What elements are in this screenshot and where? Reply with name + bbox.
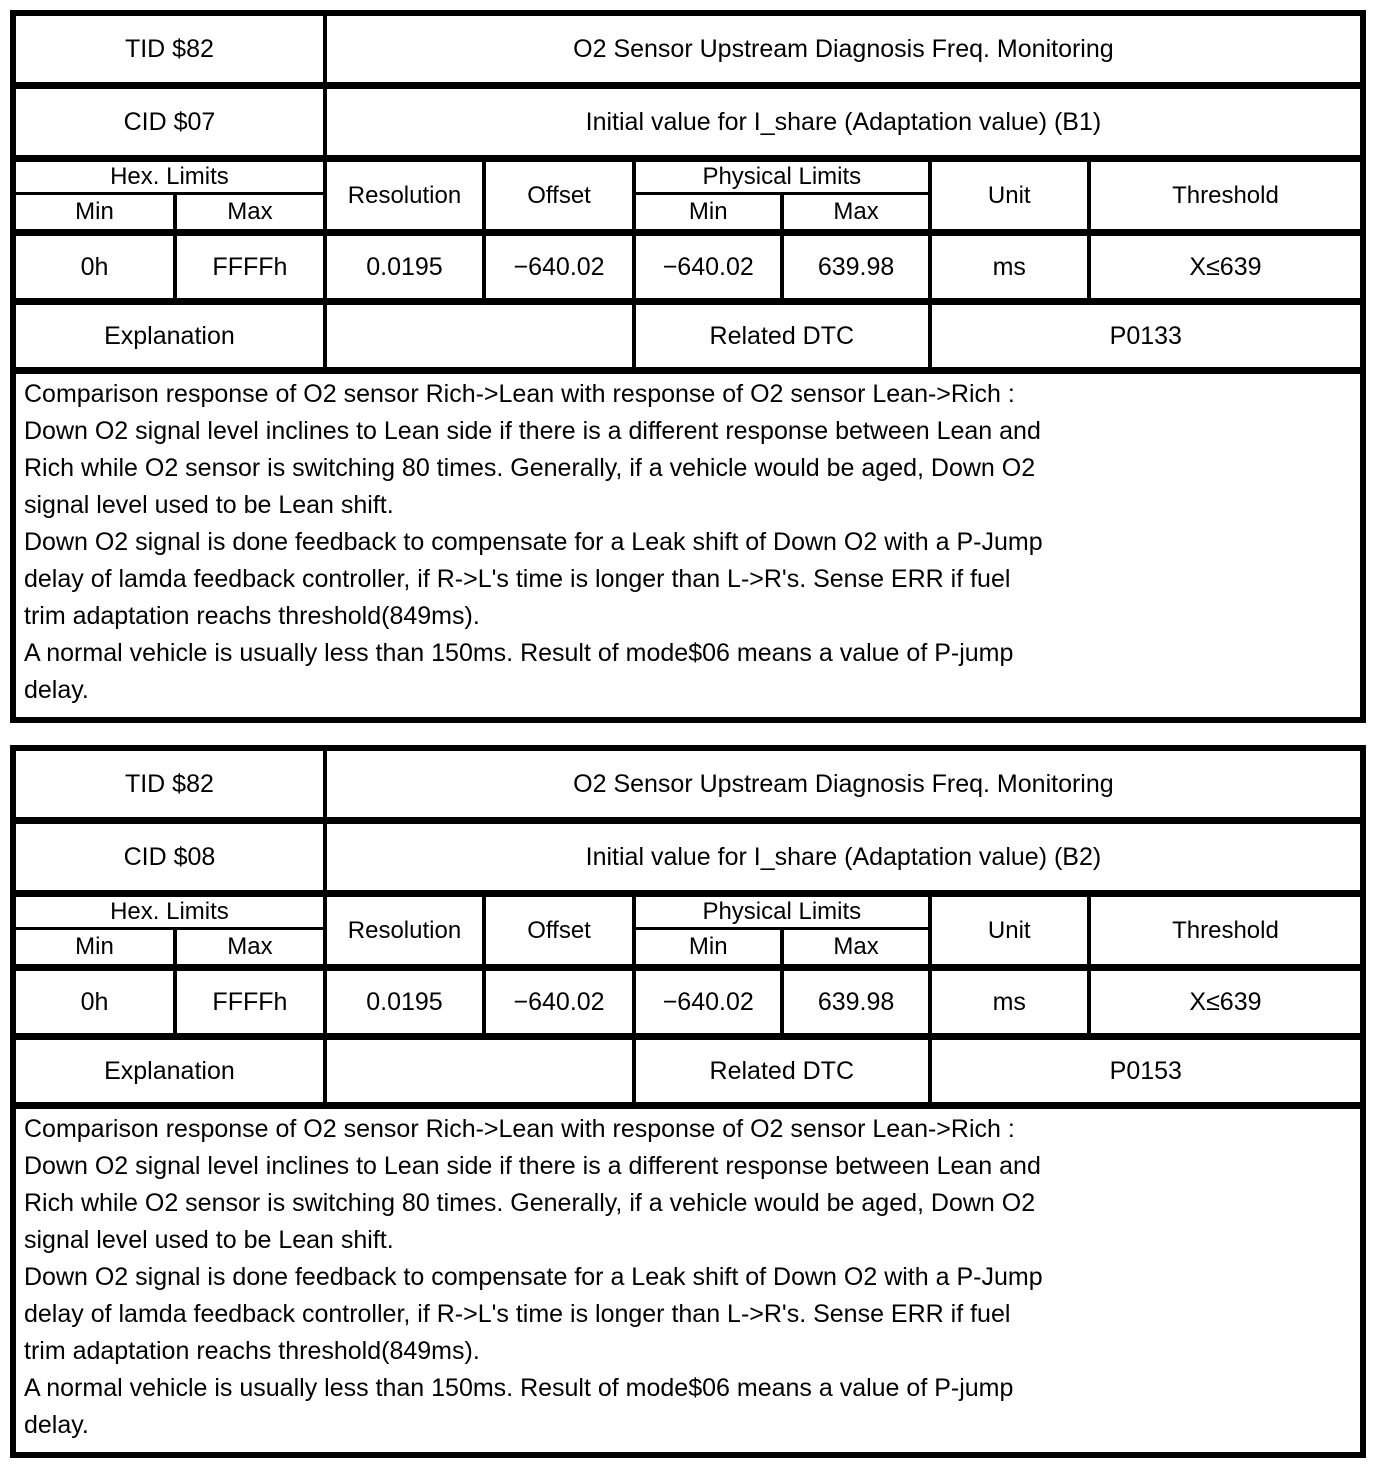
phys-min-value: −640.02 <box>634 233 783 302</box>
threshold-value: X≤639 <box>1089 233 1363 302</box>
offset-header: Offset <box>484 894 634 968</box>
tid-cell: TID $82 <box>13 748 325 821</box>
phys-max-value: 639.98 <box>782 233 929 302</box>
phys-min-header: Min <box>634 929 783 968</box>
explanation-text: Comparison response of O2 sensor Rich->Lean with response of O2 sensor Lean->Rich : Down O2 signal level inclines to Lean side if there is a different response between Lean and Rich while O2 sensor is switching 80 times. Generally, if a vehicle would be aged, Down O2 signal level used to be Lean shift. Down O2 signal is done feedback to compensate for a Leak shift of Down O2 with a P-Jump delay of lamda feedback controller, if R->L's time is longer than L->R's. Sense ERR if fuel trim adaptation reachs threshold(849ms). A normal vehicle is usually less than 150ms. Result of mode$06 means a value of P-jump delay. <box>13 371 1363 721</box>
threshold-header: Threshold <box>1089 894 1363 968</box>
offset-value: −640.02 <box>484 233 634 302</box>
spec-table-cid07 <box>10 10 1366 723</box>
table-subtitle: Initial value for I_share (Adaptation value) (B2) <box>325 821 1363 894</box>
table-title: O2 Sensor Upstream Diagnosis Freq. Monitoring <box>325 748 1363 821</box>
table-title: O2 Sensor Upstream Diagnosis Freq. Monitoring <box>325 13 1363 86</box>
related-dtc-value: P0153 <box>930 1037 1363 1106</box>
hex-max-header: Max <box>175 929 325 968</box>
related-dtc-label: Related DTC <box>634 302 930 371</box>
offset-value: −640.02 <box>484 968 634 1037</box>
phys-max-header: Max <box>782 929 929 968</box>
hex-min-header: Min <box>13 929 175 968</box>
physical-limits-header: Physical Limits <box>634 894 930 929</box>
empty-cell <box>325 302 634 371</box>
empty-cell <box>325 1037 634 1106</box>
explanation-text: Comparison response of O2 sensor Rich->Lean with response of O2 sensor Lean->Rich : Down O2 signal level inclines to Lean side if there is a different response between Lean and Rich while O2 sensor is switching 80 times. Generally, if a vehicle would be aged, Down O2 signal level used to be Lean shift. Down O2 signal is done feedback to compensate for a Leak shift of Down O2 with a P-Jump delay of lamda feedback controller, if R->L's time is longer than L->R's. Sense ERR if fuel trim adaptation reachs threshold(849ms). A normal vehicle is usually less than 150ms. Result of mode$06 means a value of P-jump delay. <box>13 1106 1363 1456</box>
hex-limits-header: Hex. Limits <box>13 894 325 929</box>
related-dtc-label: Related DTC <box>634 1037 930 1106</box>
explanation-label: Explanation <box>13 302 325 371</box>
physical-limits-header: Physical Limits <box>634 159 930 194</box>
unit-header: Unit <box>930 159 1089 233</box>
unit-header: Unit <box>930 894 1089 968</box>
unit-value: ms <box>930 968 1089 1037</box>
resolution-value: 0.0195 <box>325 968 484 1037</box>
offset-header: Offset <box>484 159 634 233</box>
tid-cell: TID $82 <box>13 13 325 86</box>
hex-min-value: 0h <box>13 233 175 302</box>
phys-max-header: Max <box>782 194 929 233</box>
explanation-label: Explanation <box>13 1037 325 1106</box>
related-dtc-value: P0133 <box>930 302 1363 371</box>
unit-value: ms <box>930 233 1089 302</box>
threshold-value: X≤639 <box>1089 968 1363 1037</box>
table-subtitle: Initial value for I_share (Adaptation value) (B1) <box>325 86 1363 159</box>
spec-table-cid08 <box>10 745 1366 1458</box>
hex-max-header: Max <box>175 194 325 233</box>
resolution-header: Resolution <box>325 159 484 233</box>
phys-min-value: −640.02 <box>634 968 783 1037</box>
resolution-value: 0.0195 <box>325 233 484 302</box>
resolution-header: Resolution <box>325 894 484 968</box>
hex-limits-header: Hex. Limits <box>13 159 325 194</box>
phys-max-value: 639.98 <box>782 968 929 1037</box>
hex-max-value: FFFFh <box>175 233 325 302</box>
cid-cell: CID $07 <box>13 86 325 159</box>
hex-min-value: 0h <box>13 968 175 1037</box>
hex-max-value: FFFFh <box>175 968 325 1037</box>
cid-cell: CID $08 <box>13 821 325 894</box>
threshold-header: Threshold <box>1089 159 1363 233</box>
hex-min-header: Min <box>13 194 175 233</box>
phys-min-header: Min <box>634 194 783 233</box>
